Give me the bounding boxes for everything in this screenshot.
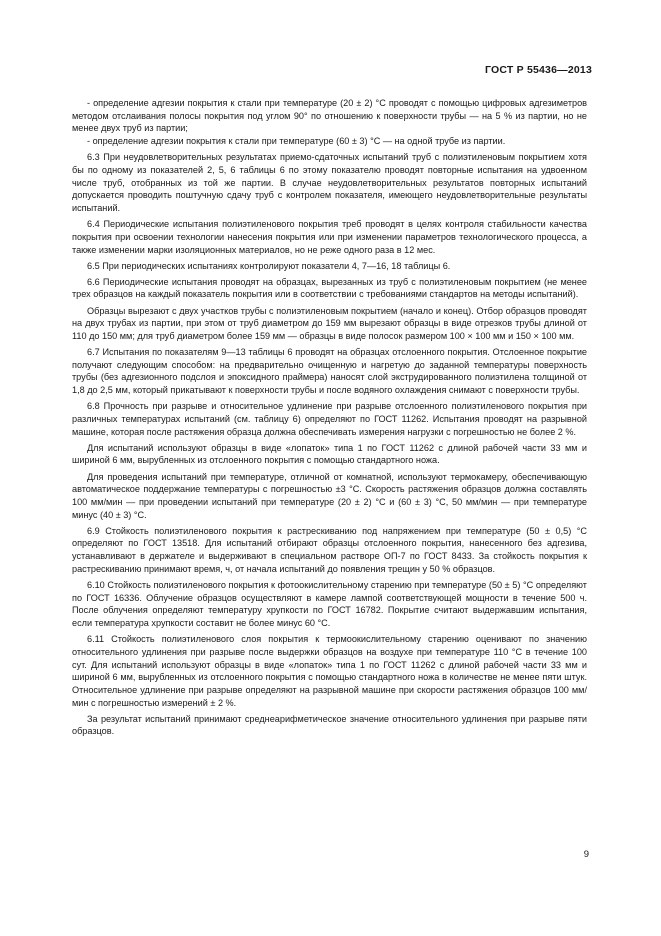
paragraph-6-11: 6.11 Стойкость полиэтиленового слоя покрытия к термоокислительному старению оценивают по значению относительного удлинения при разрыве после выдержки образцов на воздухе при температуре 110 °С в течение 100 сут. Для испытаний используют образцы в виде «лопаток» типа 1 по ГОСТ 11262 с длиной рабочей части 33 мм и шириной 6 мм, вырубленных из отслоенного покрытия с помощью стандартного ножа в количестве не менее пяти штук. Относительное удлинение при разрыве определяют на разрывной машине при скорости растяжения образцов 100 мм/мин с погрешностью измерений ± 2 %. bbox=[72, 634, 587, 708]
paragraph-6-10: 6.10 Стойкость полиэтиленового покрытия к фотоокислительному старению при температуре (50 ± 5) °С определяют по ГОСТ 16336. Облучение образцов осуществляют в камере лампой соответствующей мощности в течение 500 ч. После облучения определяют температуру хрупкости по ГОСТ 16782. Покрытие считают выдержавшим испытания, если температура хрупкости составит не более минус 60 °С. bbox=[72, 579, 587, 629]
paragraph-6-9: 6.9 Стойкость полиэтиленового покрытия к растрескиванию под напряжением при температуре (50 ± 0,5) °С определяют по ГОСТ 13518. Для испытаний отбирают образцы отслоенного покрытия, нанесенного без адгезива, устанавливают в держателе и выдерживают в специальном растворе ОП-7 по ГОСТ 8433. За стойкость покрытия к растрескиванию принимают время, ч, от начала испытаний до появления трещин у 50 % образцов. bbox=[72, 525, 587, 574]
paragraph-6-3: 6.3 При неудовлетворительных результатах приемо-сдаточных испытаний труб с полиэтиленовым покрытием хотя бы по одному из показателей 2, 5, 6 таблицы 6 по этому показателю проводят повторные испытания на удвоенном числе труб, отобранных из той же партии. В случае неудовлетворительных результатов повторных испытаний допускается проводить поштучную сдачу труб с контролем показателя, имеющего неудовлетворительные результаты испытаний. bbox=[72, 152, 587, 214]
paragraph-6-8: 6.8 Прочность при разрыве и относительное удлинение при разрыве отслоенного полиэтиленового покрытия при различных температурах испытаний (см. таблицу 6) определяют по ГОСТ 11262. Испытания проводят на разрывной машине, которая после растяжения образца должна обеспечивать измерения нагрузки с погрешностью не более 2 %. bbox=[72, 401, 587, 437]
paragraph-dumbbell-samples: Для испытаний используют образцы в виде «лопаток» типа 1 по ГОСТ 11262 с длиной рабочей части 33 мм и шириной 6 мм, вырубленных из отслоенного покрытия с помощью стандартного ножа. bbox=[72, 442, 587, 466]
paragraph-thermal-chamber: Для проведения испытаний при температуре, отличной от комнатной, используют термокамеру, обеспечивающую автоматическое поддержание температуры с погрешностью ±3 °С. Скорость растяжения образцов должна составлять 100 мм/мин — при проведении испытаний при температуре (20 ± 2) °С и (60 ± 3) °С, 50 мм/мин — при температуре минус (40 ± 3) °С. bbox=[72, 471, 587, 520]
paragraph-result: За результат испытаний принимают среднеарифметическое значение относительного удлинения при разрыве пяти образцов. bbox=[72, 713, 587, 737]
paragraph-samples: Образцы вырезают с двух участков трубы с полиэтиленовым покрытием (начало и конец). Отбор образцов проводят на двух трубах из партии, при этом от труб диаметром до 159 мм вырезают образцы в виде отрезков трубы длиной от 110 до 150 мм; для труб диаметром более 159 мм — образцы в виде полосок размером 100 × 100 мм и 150 × 100 мм. bbox=[72, 305, 587, 341]
document-standard-id: ГОСТ Р 55436—2013 bbox=[484, 64, 592, 76]
document-body bbox=[72, 97, 587, 738]
paragraph-6-7: 6.7 Испытания по показателям 9—13 таблицы 6 проводят на образцах отслоенного покрытия. Отслоенное покрытие получают следующим способом: на предварительно очищенную и нагретую до заданной температуры поверхность трубы (без адгезионного подслоя и эпоксидного праймера) наносят слой экструдированного полиэтилена толщиной от 1,8 до 2,5 мм, который прикатывают к поверхности трубы и после водяного охлаждения снимают с поверхности трубы. bbox=[72, 347, 587, 396]
paragraph-6-6: 6.6 Периодические испытания проводят на образцах, вырезанных из труб с полиэтиленовым покрытием (не менее трех образцов на каждый показатель покрытия или в соответствии с требованиями стандартов на методы испытаний). bbox=[72, 276, 587, 300]
paragraph-6-5: 6.5 При периодических испытаниях контролируют показатели 4, 7—16, 18 таблицы 6. bbox=[87, 260, 451, 271]
page-number: 9 bbox=[583, 849, 589, 860]
paragraph-6-4: 6.4 Периодические испытания полиэтиленового покрытия треб проводят в целях контроля стабильности качества покрытия при освоении технологии нанесения покрытия или при изменении параметров технологического процесса, а также изменении марки изоляционных материалов, но не реже одного раза в 12 мес. bbox=[72, 219, 587, 255]
paragraph-adhesion-60: - определение адгезии покрытия к стали при температуре (60 ± 3) °С — на одной трубе из партии. bbox=[87, 136, 506, 147]
paragraph-adhesion-20: - определение адгезии покрытия к стали при температуре (20 ± 2) °С проводят с помощью цифровых адгезиметров методом отслаивания полосы покрытия под углом 90° по отношению к поверхности трубы — на 5 % из партии, но не менее двух труб из партии; bbox=[72, 98, 587, 134]
